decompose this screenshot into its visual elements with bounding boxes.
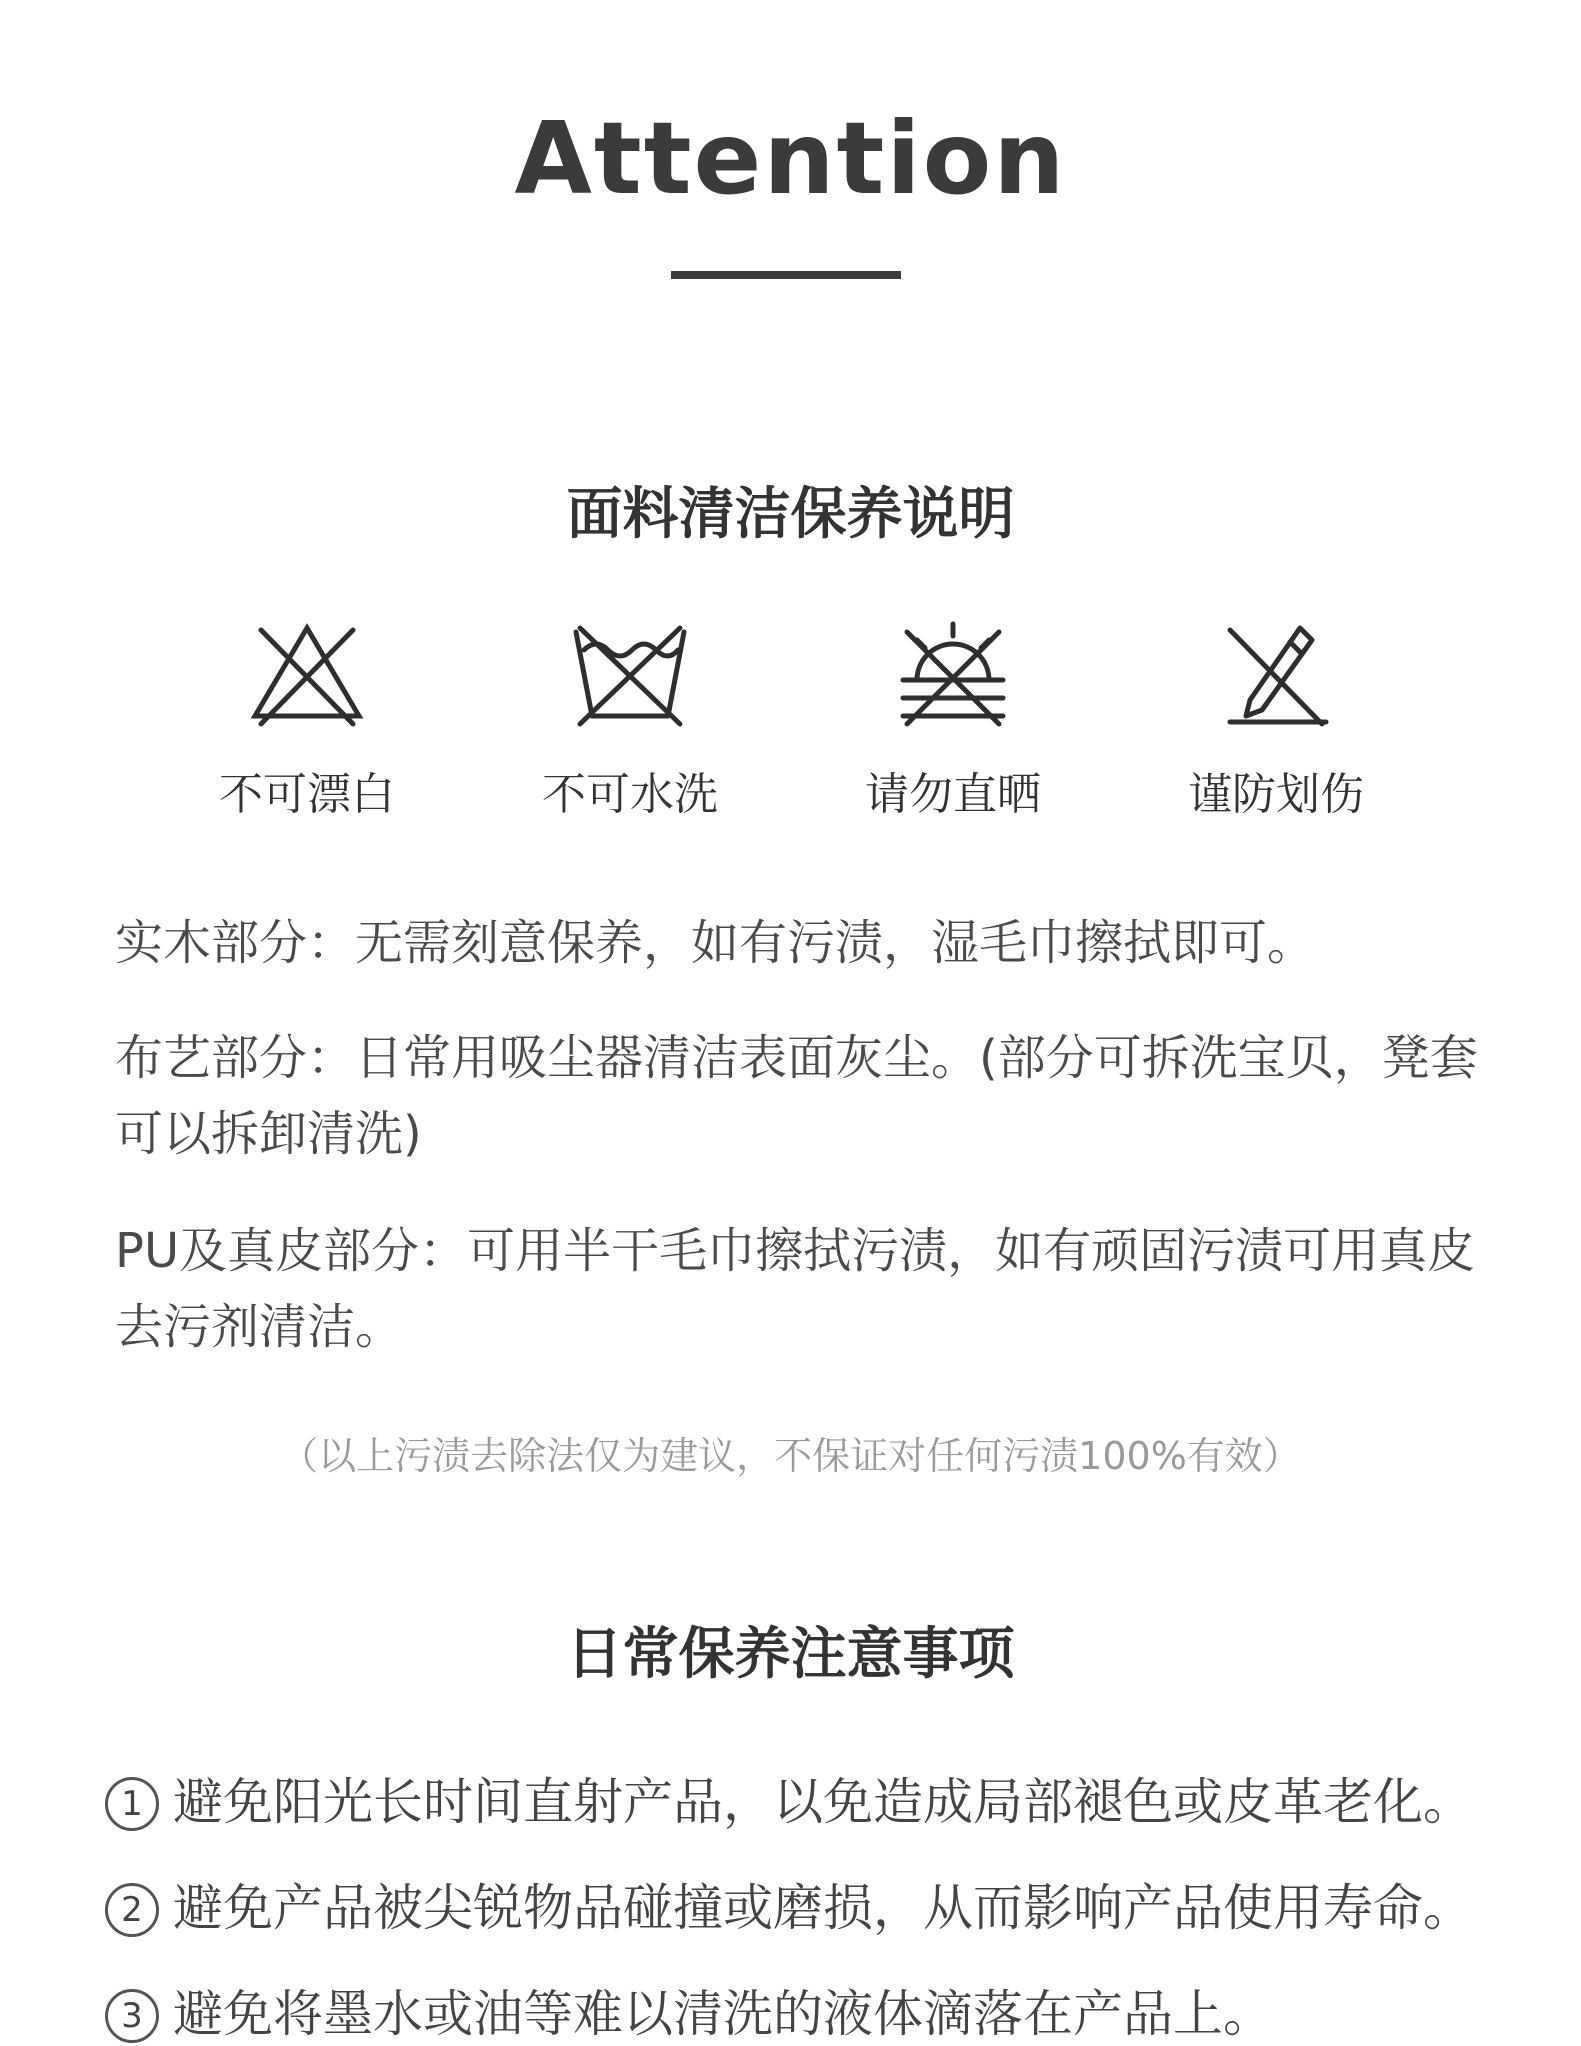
care-symbol-avoid-scratch — [1146, 620, 1406, 822]
care-label-avoid-scratch: 谨防划伤 — [1188, 769, 1364, 820]
avoid-scratch-icon — [1216, 620, 1336, 730]
no-direct-sun-icon — [893, 620, 1013, 730]
tip-item — [105, 1868, 1525, 1940]
leather-care-paragraph: PU及真皮部分：可用半干毛巾擦拭污渍，如有顽固污渍可用真皮去污剂清洁。 — [115, 1223, 1476, 1355]
care-symbol-no-direct-sun — [823, 620, 1083, 822]
tip-item — [105, 1762, 1525, 1834]
daily-care-heading: 日常保养注意事项 — [566, 1622, 1015, 1687]
fabric-care-heading: 面料清洁保养说明 — [566, 482, 1015, 547]
fabric-care-paragraph: 布艺部分：日常用吸尘器清洁表面灰尘。(部分可拆洗宝贝，凳套可以拆卸清洗) — [115, 1030, 1478, 1162]
care-label-no-direct-sun: 请勿直晒 — [865, 769, 1041, 820]
tip-number: 3 — [105, 1989, 159, 2043]
care-symbols-row — [0, 620, 1581, 820]
care-symbol-no-wash — [500, 620, 760, 822]
tip-text: 避免产品被尖锐物品碰撞或磨损，从而影响产品使用寿命。 — [173, 1879, 1473, 1937]
disclaimer-note: （以上污渍去除法仅为建议，不保证对任何污渍100%有效） — [280, 1434, 1301, 1478]
tip-number: 1 — [105, 1777, 159, 1831]
care-label-no-wash: 不可水洗 — [542, 769, 718, 820]
no-bleach-icon — [247, 620, 367, 730]
wood-care-paragraph: 实木部分：无需刻意保养，如有污渍，湿毛巾擦拭即可。 — [115, 915, 1316, 971]
care-label-no-bleach: 不可漂白 — [219, 769, 395, 820]
title-divider — [671, 271, 901, 279]
tip-number: 2 — [105, 1883, 159, 1937]
tip-item — [105, 1974, 1525, 2046]
tip-text: 避免阳光长时间直射产品，以免造成局部褪色或皮革老化。 — [173, 1773, 1473, 1831]
no-wash-icon — [570, 620, 690, 730]
page-title: Attention — [514, 100, 1067, 217]
tip-text: 避免将墨水或油等难以清洗的液体滴落在产品上。 — [173, 1985, 1273, 2043]
care-symbol-no-bleach — [177, 620, 437, 822]
